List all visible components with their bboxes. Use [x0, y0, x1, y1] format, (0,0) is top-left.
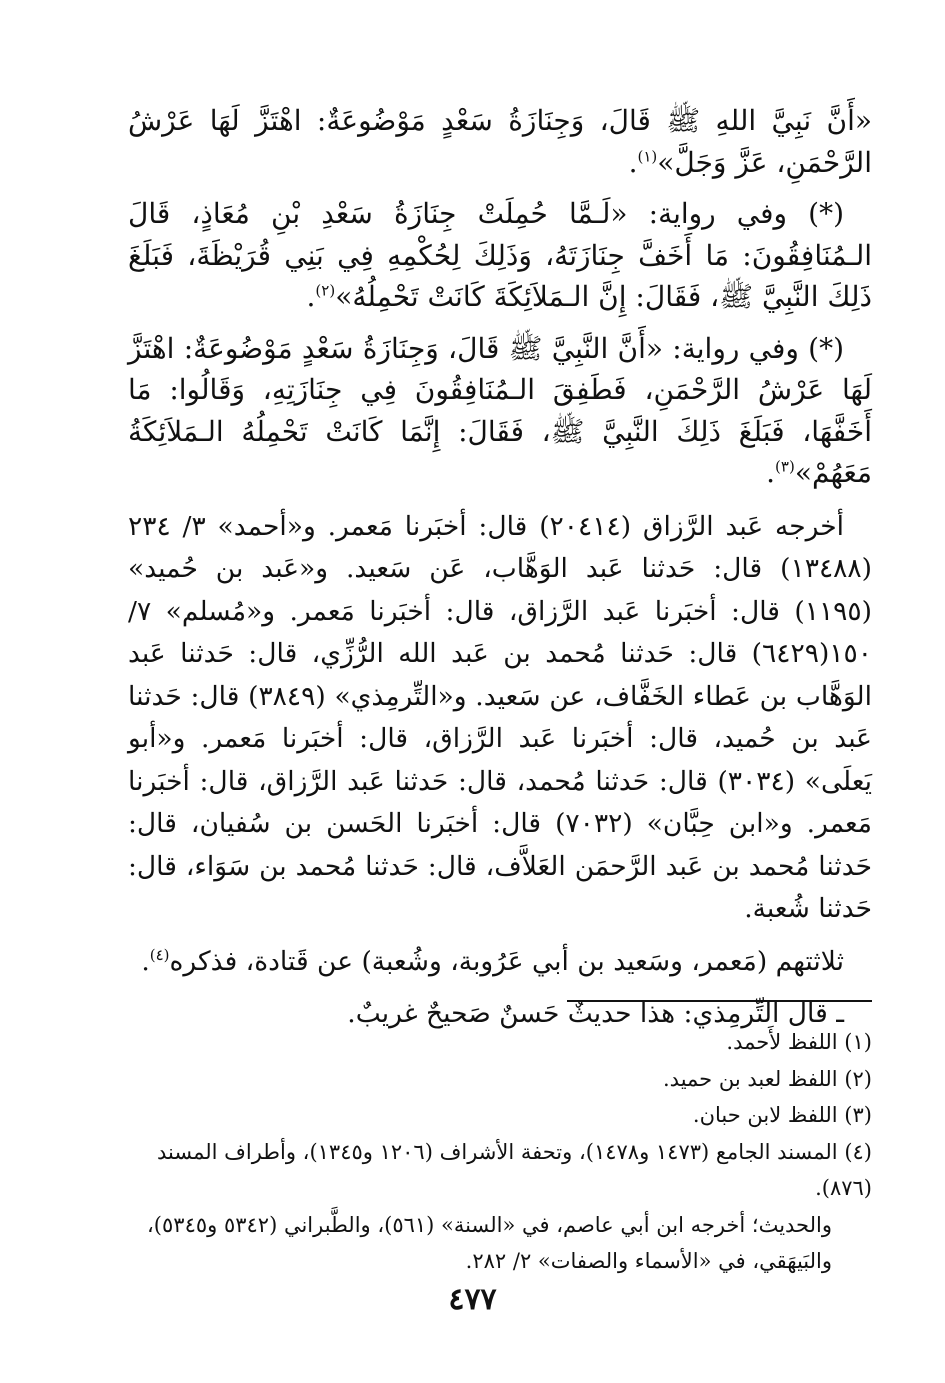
- hadith-text-1-body: «أَنَّ نَبِيَّ اللهِ ﷺ قَالَ، وَجِنَازَةُ سَعْدٍ مَوْضُوعَةٌ: اهْتَزَّ لَهَا عَرْشُ الرَّحْمَنِ، عَزَّ وَجَلَّ»: [128, 104, 872, 179]
- footnote-ref-3: (٣): [775, 457, 795, 476]
- footnote-ref-2: (٢): [315, 281, 336, 300]
- chain-summary: ثلاثتهم (مَعمر، وسَعيد بن أبي عَرُوبة، وشُعبة) عن قَتادة، فذكره$^{(٤)}$.: [141, 945, 844, 977]
- hadith-variant-2-body: (*) وفي رواية: «لَـمَّا حُمِلَتْ جِنَازَةُ سَعْدِ بْنِ مُعَاذٍ، قَالَ الـمُنَافِقُونَ: مَا أَخَفَّ جِنَازَتَهُ، وَذَلِكَ لِحُكْمِهِ فِي بَنِي قُرَيْظَةَ، فَبَلَغَ ذَلِكَ النَّبِيَّ ﷺ، فَقَالَ: إِنَّ الـمَلاَئِكَةَ كَانَتْ تَحْمِلُهُ»: [128, 197, 872, 313]
- main-text: [128, 100, 872, 1046]
- hadith-variant-2: (*) وفي رواية: «لَـمَّا حُمِلَتْ جِنَازَةُ سَعْدِ بْنِ مُعَاذٍ، قَالَ الـمُنَافِقُونَ: مَا أَخَفَّ جِنَازَتَهُ، وَذَلِكَ لِحُكْمِهِ فِي بَنِي قُرَيْظَةَ، فَبَلَغَ ذَلِكَ النَّبِيَّ ﷺ، فَقَالَ: إِنَّ الـمَلاَئِكَةَ كَانَتْ تَحْمِلُهُ»$^{(٢)}$.: [128, 197, 872, 313]
- tirmidhi-grading: ـ قال التِّرمِذي: هذا حديثٌ حَسنٌ صَحيحٌ غريبٌ.: [347, 998, 844, 1029]
- hadith-text-1: «أَنَّ نَبِيَّ اللهِ ﷺ قَالَ، وَجِنَازَةُ سَعْدٍ مَوْضُوعَةٌ: اهْتَزَّ لَهَا عَرْشُ الرَّحْمَنِ، عَزَّ وَجَلَّ»$^{(١)}$.: [128, 104, 872, 179]
- footnote-4-line-1: (٤) المسند الجامع (١٤٧٣ و١٤٧٨)، وتحفة الأشراف (١٢٠٦ و١٣٤٥)، وأطراف المسند (٨٧٦).: [156, 1139, 872, 1200]
- hadith-variant-3: (*) وفي رواية: «أَنَّ النَّبِيَّ ﷺ قَالَ، وَجِنَازَةُ سَعْدٍ مَوْضُوعَةٌ: اهْتَزَّ لَهَا عَرْشُ الرَّحْمَنِ، فَطَفِقَ الـمُنَافِقُونَ فِي جِنَازَتِهِ، وَقَالُوا: مَا أَخَفَّهَا، فَبَلَغَ ذَلِكَ النَّبِيَّ ﷺ، فَقَالَ: إِنَّمَا كَانَتْ تَحْمِلُهُ الـمَلاَئِكَةُ مَعَهُمْ»$^{(٣)}$.: [128, 331, 872, 489]
- page-number: ٤٧٧: [448, 1282, 497, 1317]
- chain-summary-body: ثلاثتهم (مَعمر، وسَعيد بن أبي عَرُوبة، وشُعبة) عن قَتادة، فذكره: [169, 945, 844, 977]
- footnotes-section: [128, 1024, 872, 1280]
- footnote-ref-1: (١): [637, 147, 658, 166]
- footnote-2: (٢) اللفظ لعبد بن حميد.: [663, 1066, 872, 1091]
- footnote-4-line-2: والحديث؛ أخرجه ابن أبي عاصم، في «السنة» (٥٦١)، والطَّبراني (٥٣٤٢ و٥٣٤٥)، والبَيهَقي، في «الأسماء والصفات» ٢/ ٢٨٢.: [147, 1212, 832, 1273]
- footnote-3: (٣) اللفظ لابن حبان.: [692, 1103, 872, 1127]
- footnote-divider: [567, 1000, 872, 1002]
- takhrij-paragraph: أخرجه عَبد الرَّزاق (٢٠٤١٤) قال: أخبَرنا مَعمر. و«أحمد» ٣/ ٢٣٤ (١٣٤٨٨) قال: حَدثنا عَبد الوَهَّاب، عَن سَعيد. و«عَبد بن حُميد» (١١٩٥) قال: أخبَرنا عَبد الرَّزاق، قال: أخبَرنا مَعمر. و«مُسلم» ٧/ ١٥٠(٦٤٢٩) قال: حَدثنا مُحمد بن عَبد الله الرُّزِّي، قال: حَدثنا عَبد الوَهَّاب بن عَطاء الخَفَّاف، عن سَعيد. و«التِّرمِذي» (٣٨٤٩) قال: حَدثنا عَبد بن حُميد، قال: أخبَرنا عَبد الرَّزاق، قال: أخبَرنا مَعمر. و«أبو يَعلَى» (٣٠٣٤) قال: حَدثنا مُحمد، قال: حَدثنا عَبد الرَّزاق، قال: أخبَرنا مَعمر. و«ابن حِبَّان» (٧٠٣٢) قال: أخبَرنا الحَسن بن سُفيان، قال: حَدثنا مُحمد بن عَبد الرَّحمَن العَلاَّف، قال: حَدثنا مُحمد بن سَوَاء، قال: حَدثنا شُعبة.: [128, 510, 872, 924]
- hadith-variant-3-body: (*) وفي رواية: «أَنَّ النَّبِيَّ ﷺ قَالَ، وَجِنَازَةُ سَعْدٍ مَوْضُوعَةٌ: اهْتَزَّ لَهَا عَرْشُ الرَّحْمَنِ، فَطَفِقَ الـمُنَافِقُونَ فِي جِنَازَتِهِ، وَقَالُوا: مَا أَخَفَّهَا، فَبَلَغَ ذَلِكَ النَّبِيَّ ﷺ، فَقَالَ: إِنَّمَا كَانَتْ تَحْمِلُهُ الـمَلاَئِكَةُ مَعَهُمْ»: [128, 331, 872, 489]
- footnote-1: (١) اللفظ لأَحمد.: [726, 1030, 872, 1054]
- footnote-ref-4: (٤): [149, 945, 170, 964]
